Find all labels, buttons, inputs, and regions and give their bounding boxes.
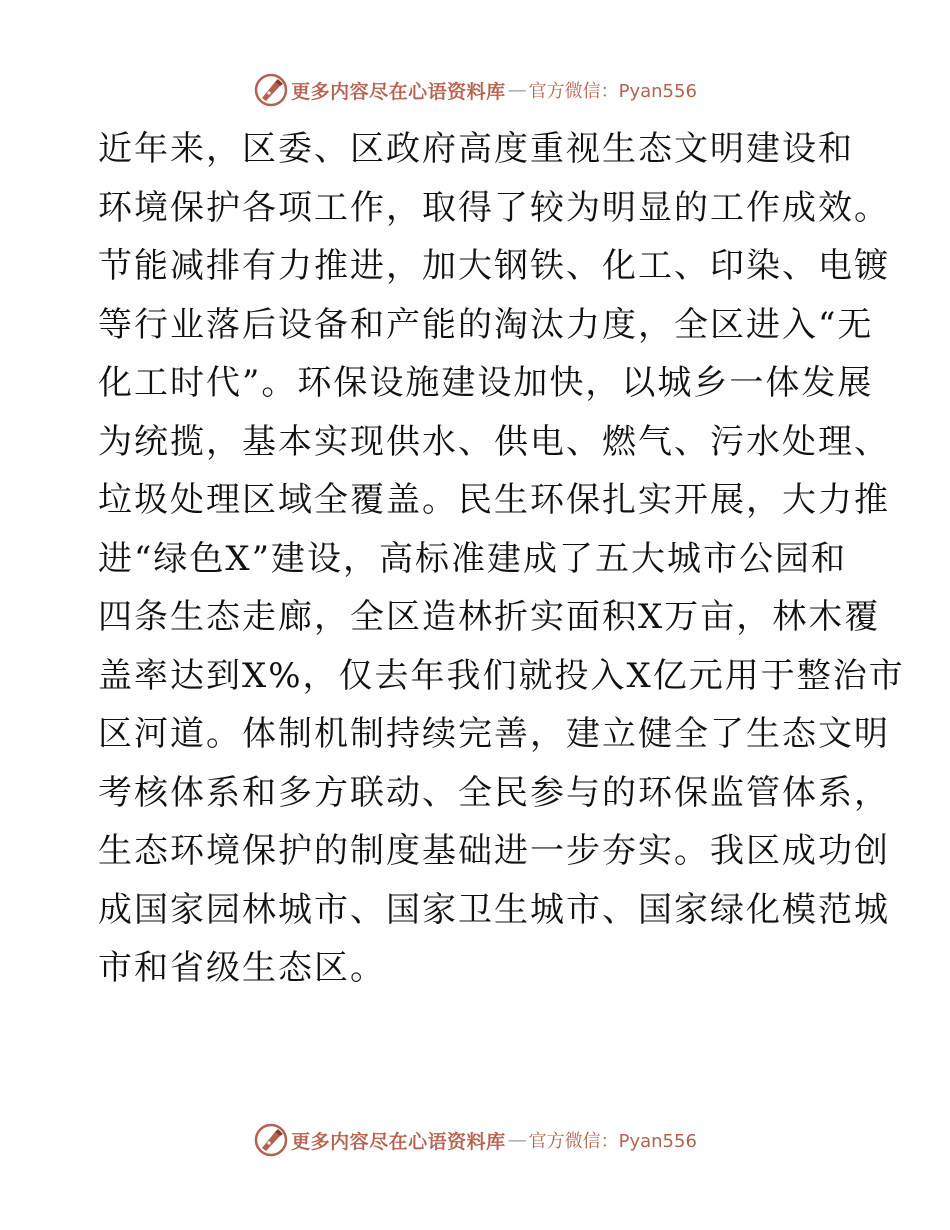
body-line: 化工时代”。环保设施建设加快，以城乡一体发展 (98, 363, 874, 403)
body-line: 等行业落后设备和产能的淘汰力度，全区进入“无 (98, 304, 874, 345)
banner-wechat: 官方微信：Pyan556 (528, 81, 697, 102)
banner-text: 更多内容尽在心语资料库 (291, 1130, 506, 1153)
banner-dash: — (507, 79, 527, 101)
document-body (98, 120, 905, 998)
body-line: 为统揽，基本实现供水、供电、燃气、污水处理、 (98, 421, 890, 462)
body-line: 环境保护各项工作，取得了较为明显的工作成效。 (98, 187, 890, 228)
body-line: 进“绿色X”建设，高标准建成了五大城市公园和 (98, 538, 847, 579)
body-line: 四条生态走廊，全区造林折实面积X万亩，林木覆 (98, 597, 881, 637)
footer-banner (0, 1120, 950, 1160)
banner-text: 更多内容尽在心语资料库 (291, 80, 506, 103)
pen-nib-logo-icon (253, 72, 289, 108)
body-line: 市和省级生态区。 (98, 948, 386, 988)
body-line: 成国家园林城市、国家卫生城市、国家绿化模范城 (98, 889, 890, 930)
body-line: 盖率达到X%，仅去年我们就投入X亿元用于整治市 (98, 655, 905, 696)
banner-dash: — (507, 1129, 527, 1151)
body-line: 考核体系和多方联动、全民参与的环保监管体系， (98, 772, 890, 813)
body-line: 近年来，区委、区政府高度重视生态文明建设和 (98, 129, 854, 169)
body-line: 区河道。体制机制持续完善，建立健全了生态文明 (98, 714, 890, 754)
body-line: 生态环境保护的制度基础进一步夯实。我区成功创 (98, 831, 890, 871)
body-line: 节能减排有力推进，加大钢铁、化工、印染、电镀 (98, 246, 890, 286)
header-banner (0, 70, 950, 110)
banner-wechat: 官方微信：Pyan556 (528, 1131, 697, 1152)
pen-nib-logo-icon (253, 1122, 289, 1158)
body-line: 垃圾处理区域全覆盖。民生环保扎实开展，大力推 (98, 480, 890, 520)
